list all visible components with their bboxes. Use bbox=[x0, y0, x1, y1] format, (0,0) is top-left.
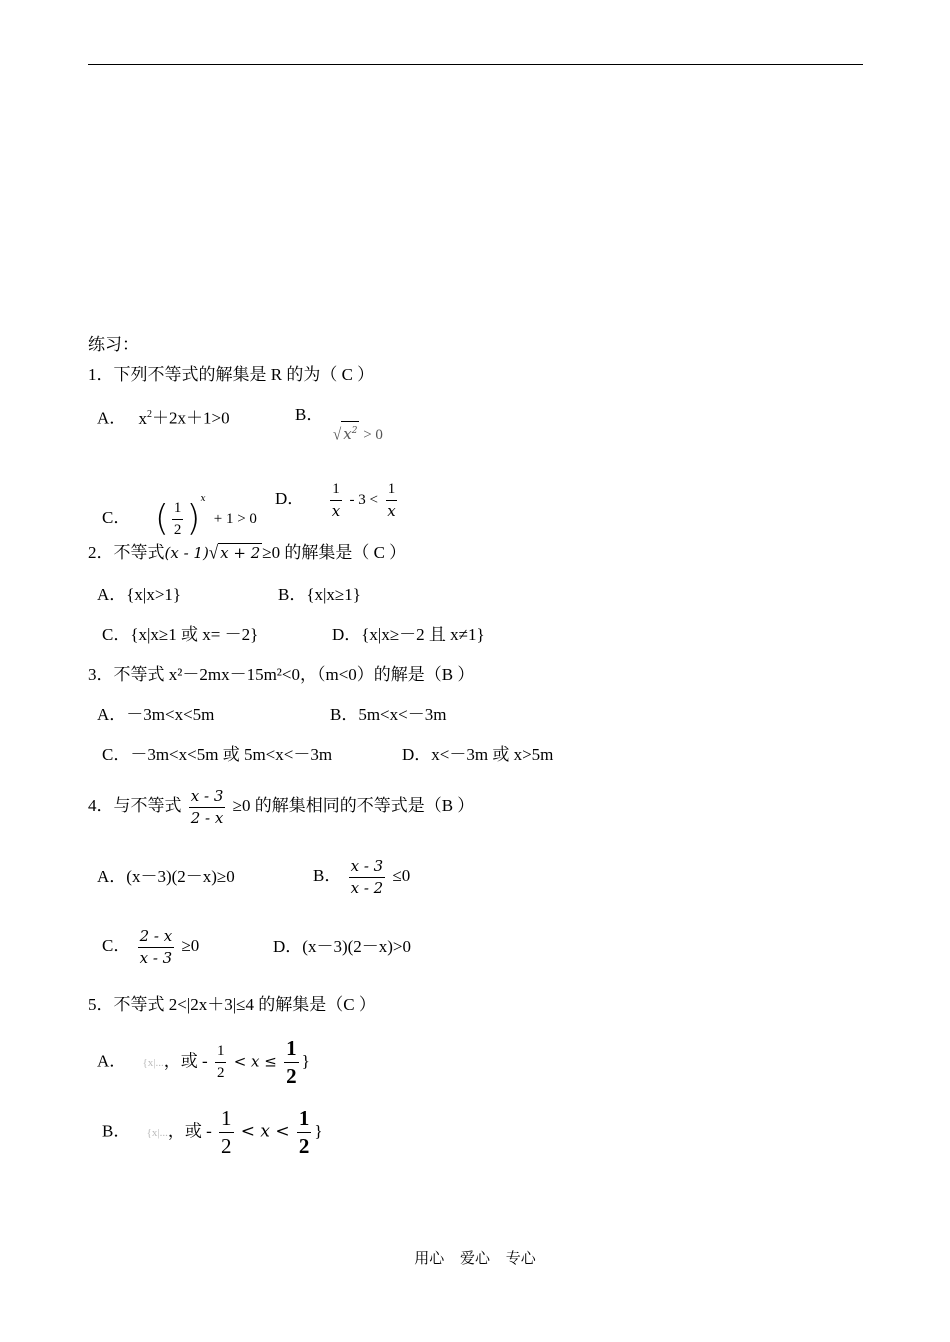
question-1-stem: 1．下列不等式的解集是 R 的为（ C ） bbox=[88, 365, 375, 384]
q3-option-b: B．5m<x<－3m bbox=[330, 705, 447, 724]
q3-option-d: D．x<－3m 或 x>5m bbox=[402, 745, 554, 764]
question-2-stem: 2．不等式(x - 1)√ x + 2 ≥0 的解集是（ C ） bbox=[88, 542, 407, 563]
q1-option-b-formula: √ $x^2 > 0$ bbox=[333, 421, 383, 446]
q4-option-a: A．(x－3)(2－x)≥0 bbox=[97, 867, 235, 886]
footer-word-1: 用心 bbox=[414, 1251, 445, 1267]
q3-option-c: C．－3m<x<5m 或 5m<x<－3m bbox=[102, 745, 333, 764]
q1-option-a: A． $x^2+2x+1>0$ bbox=[97, 408, 230, 428]
q5-option-b: B． {x|...，或 - $\frac{1}{2}$ < x < $\frac{1}{2}$ } bbox=[102, 1106, 323, 1158]
q4-option-b: B． $\frac{x - 3}{x - 2}$ ≤0 bbox=[313, 856, 411, 897]
footer-word-2: 爱心 bbox=[459, 1251, 490, 1267]
question-4-stem: 4．与不等式 $\frac{x - 3}{2 - x}$ ≥0 的解集相同的不等式是（B ） bbox=[88, 786, 475, 827]
q4-option-c: C． $\frac{2 - x}{x - 3}$ ≥0 bbox=[102, 926, 200, 967]
q2-option-b: B．{x|x≥1} bbox=[278, 585, 361, 604]
q4-option-d: D．(x－3)(2－x)>0 bbox=[273, 937, 412, 956]
q1-option-b-label: B． bbox=[295, 405, 324, 424]
q3-option-a: A．－3m<x<5m bbox=[97, 705, 215, 724]
q2-option-a: A．{x|x>1} bbox=[97, 585, 182, 604]
section-heading: 练习： bbox=[88, 335, 139, 354]
q2-option-c: C．{x|x≥1 或 x= －2} bbox=[102, 625, 259, 644]
header-rule bbox=[88, 64, 863, 65]
q1-option-c: C． ( $\frac{1}{2}$ )$^x$ + 1 > 0 bbox=[102, 494, 257, 540]
q2-option-d: D．{x|x≥－2 且 x≠1} bbox=[332, 625, 485, 644]
question-3-stem: 3．不等式 x²－2mx－15m²<0，（m<0）的解是（B ） bbox=[88, 665, 475, 684]
page-footer bbox=[0, 1247, 950, 1268]
q1-option-d: D． $\frac{1}{x}$ - 3 < $\frac{1}{x}$ bbox=[275, 480, 396, 520]
footer-word-3: 专心 bbox=[505, 1251, 536, 1267]
q5-option-a: A． {x|...，或 - $\frac{1}{2}$ < x ≤ $\frac{1}{2}$ } bbox=[97, 1036, 310, 1088]
question-5-stem: 5．不等式 2<|2x＋3|≤4 的解集是（C ） bbox=[88, 995, 376, 1014]
